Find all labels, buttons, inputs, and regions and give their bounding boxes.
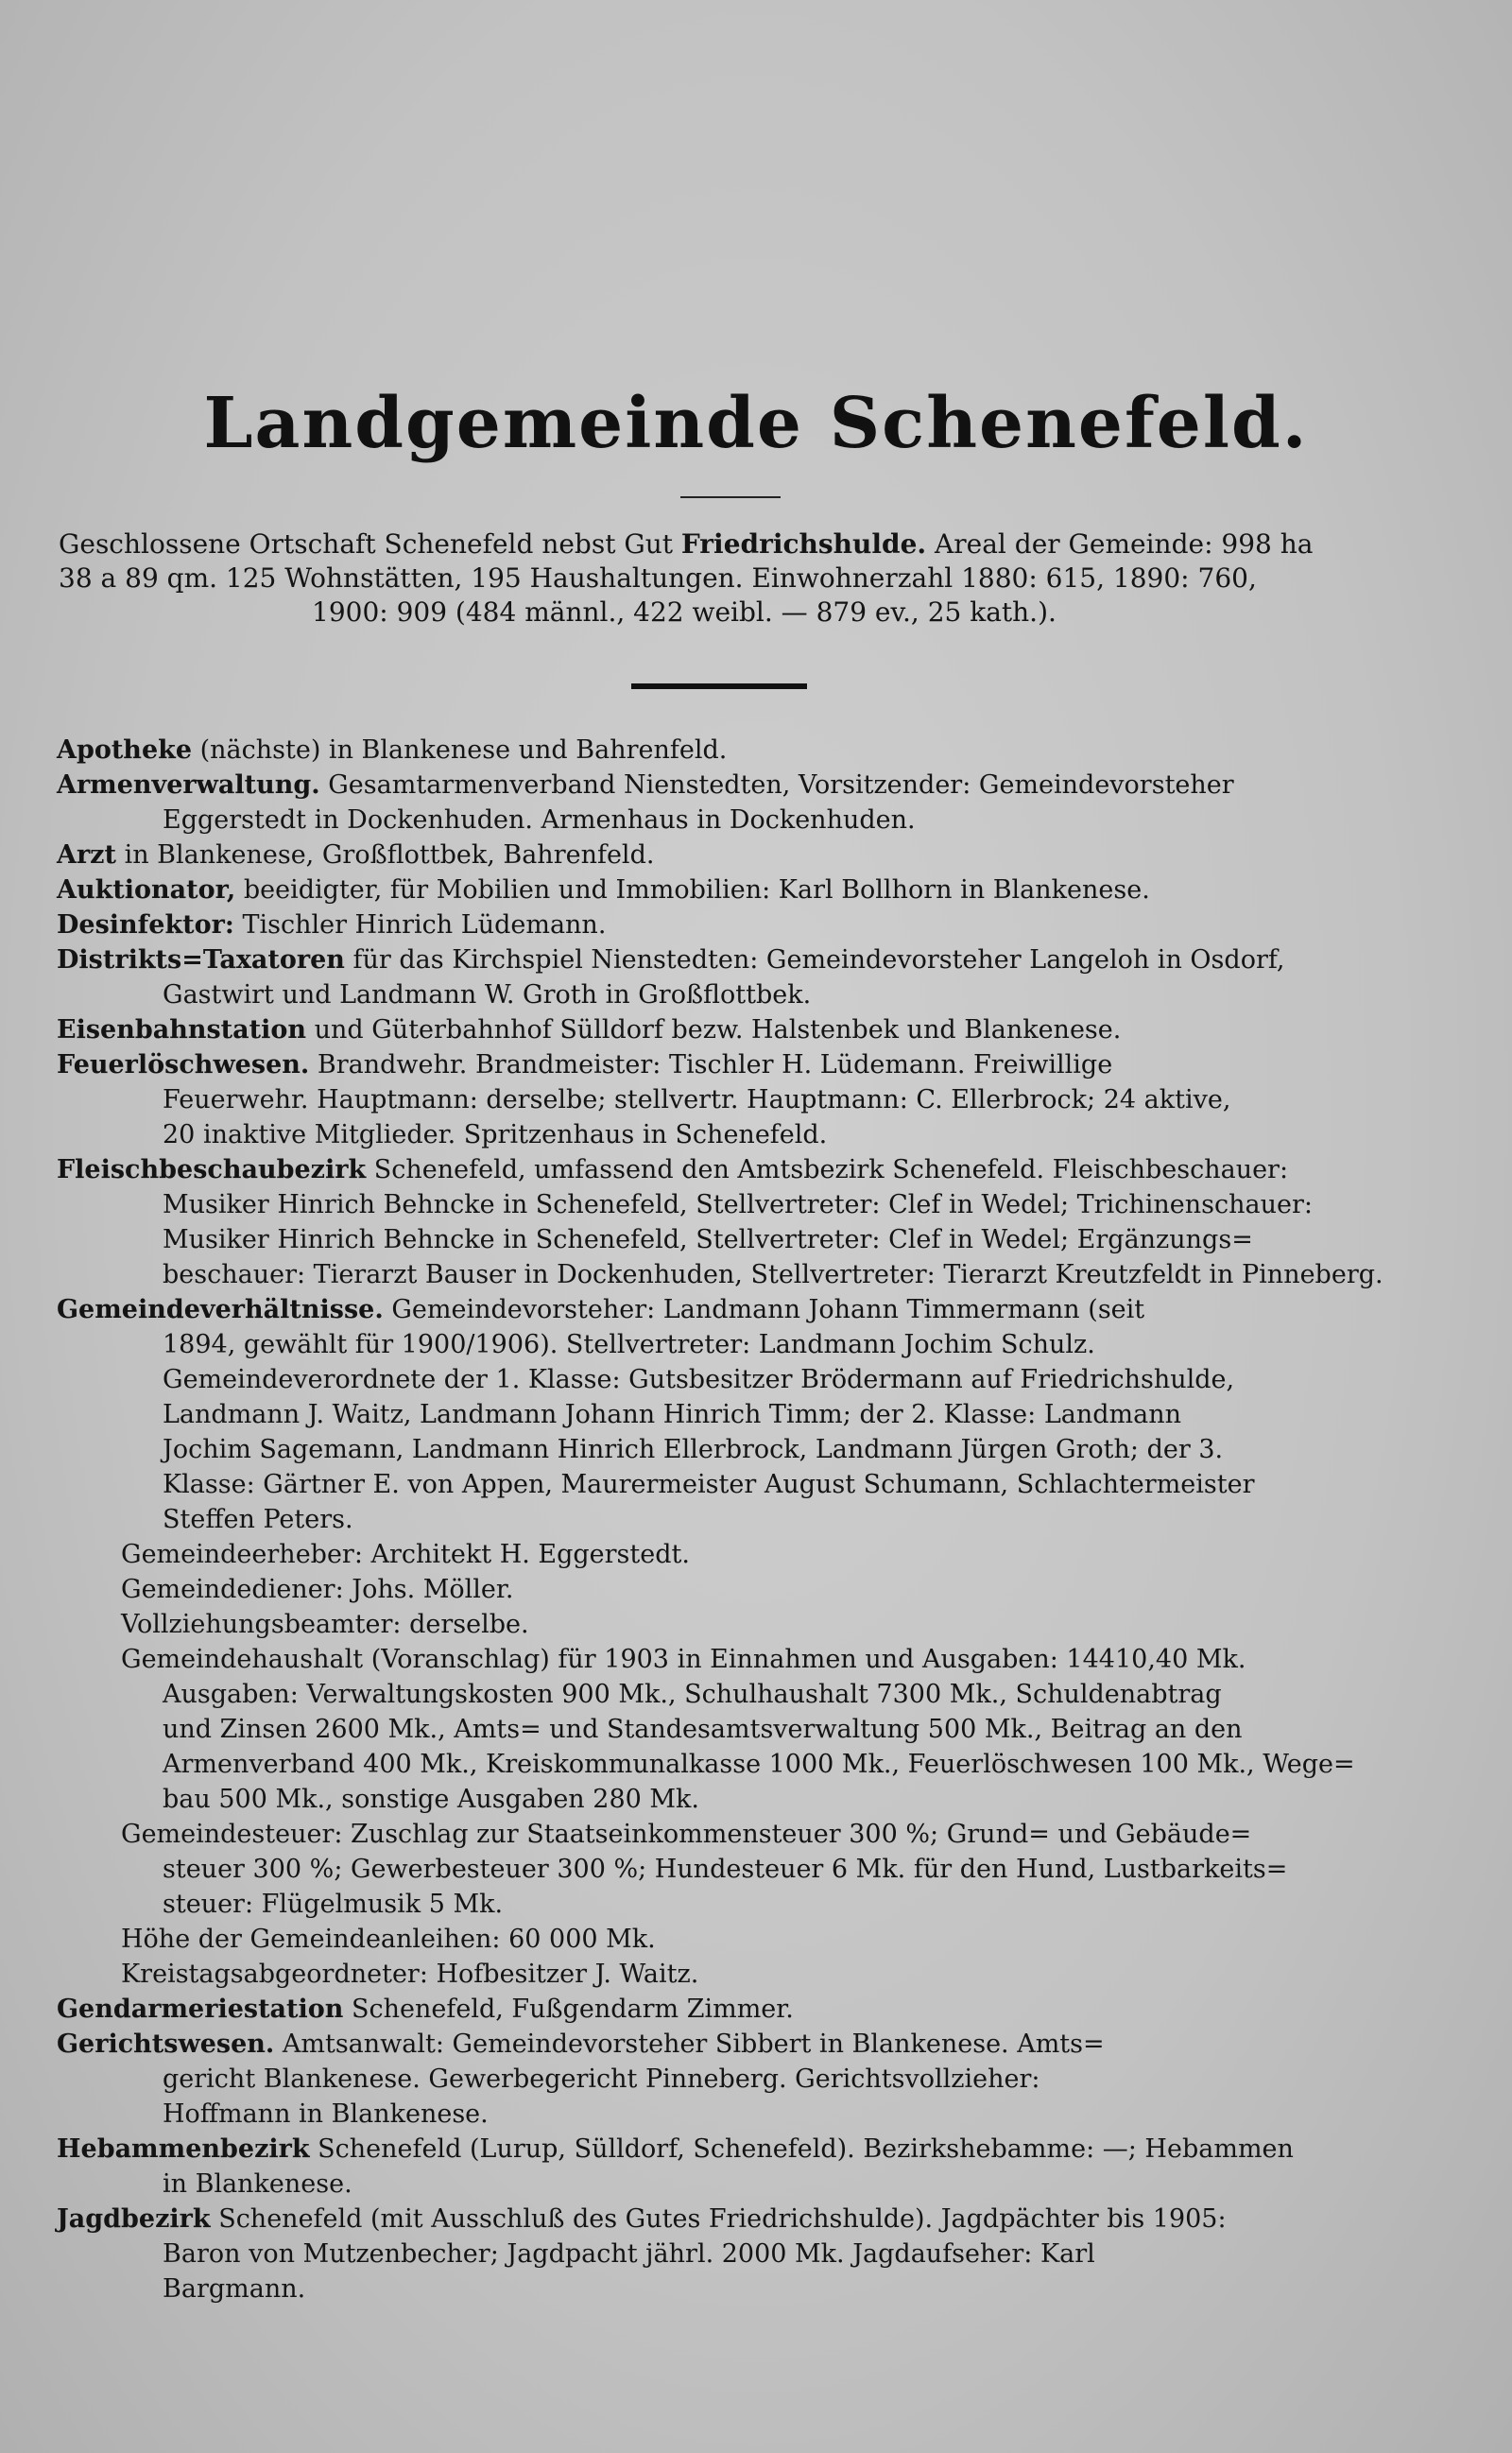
entry-text: Musiker Hinrich Behncke in Schenefeld, Stellvertreter: Clef in Wedel; Ergänzungs=	[163, 1225, 1253, 1254]
intro-text: Geschlossene Ortschaft Schenefeld nebst Gut	[59, 528, 681, 560]
entry-line	[57, 2062, 1427, 2097]
entry-auktionator	[57, 872, 1427, 907]
entry-text: beeidigter, für Mobilien und Immobilien: Karl Bollhorn in Blankenese.	[235, 875, 1150, 905]
entry-line	[57, 1747, 1427, 1782]
entry-line	[57, 942, 1427, 977]
entry-line	[57, 2027, 1427, 2062]
entry-text: und Zinsen 2600 Mk., Amts= und Standesamtsverwaltung 500 Mk., Beitrag an den	[163, 1715, 1243, 1744]
section-divider	[631, 683, 807, 689]
entry-text: Gemeindehaushalt (Voranschlag) für 1903 in Einnahmen und Ausgaben: 14410,40 Mk.	[121, 1645, 1246, 1674]
entry-text: Vollziehungsbeamter: derselbe.	[121, 1610, 529, 1639]
entry-line	[57, 872, 1427, 907]
entry-line	[57, 1712, 1427, 1747]
entry-line	[57, 803, 1427, 838]
entry-text: 1894, gewählt für 1900/1906). Stellvertreter: Landmann Jochim Schulz.	[163, 1330, 1095, 1359]
entry-line	[57, 1222, 1427, 1257]
entry-text: in Blankenese.	[163, 2169, 352, 2199]
entry-text: Musiker Hinrich Behncke in Schenefeld, Stellvertreter: Clef in Wedel; Trichinenschauer:	[163, 1190, 1313, 1219]
entry-line	[57, 1152, 1427, 1187]
entry-text: Schenefeld, umfassend den Amtsbezirk Schenefeld. Fleischbeschauer:	[366, 1155, 1289, 1184]
entry-line	[57, 1887, 1427, 1922]
entry-text: Baron von Mutzenbecher; Jagdpacht jährl. 2000 Mk. Jagdaufseher: Karl	[163, 2239, 1095, 2269]
entry-line	[57, 2167, 1427, 2202]
entry-line	[57, 2097, 1427, 2132]
entry-text: Landmann J. Waitz, Landmann Johann Hinrich Timm; der 2. Klasse: Landmann	[163, 1400, 1181, 1429]
intro-line-1	[59, 527, 1410, 561]
entry-text: Gemeindesteuer: Zuschlag zur Staatseinkommensteuer 300 %; Grund= und Gebäude=	[121, 1820, 1252, 1849]
entry-heading: Gendarmeriestation	[57, 1995, 344, 2024]
entry-text: steuer 300 %; Gewerbesteuer 300 %; Hundesteuer 6 Mk. für den Hund, Lustbarkeits=	[163, 1855, 1288, 1884]
entry-text: Steffen Peters.	[163, 1505, 353, 1534]
entry-text: Gemeindeerheber: Architekt H. Eggerstedt.	[121, 1540, 690, 1569]
entry-text: Armenverband 400 Mk., Kreiskommunalkasse 1000 Mk., Feuerlöschwesen 100 Mk., Wege=	[163, 1750, 1355, 1779]
entry-text: Gastwirt und Landmann W. Groth in Großflottbek.	[163, 980, 812, 1010]
entry-line	[57, 977, 1427, 1012]
entry-line	[57, 1817, 1427, 1852]
entry-desinfektor	[57, 907, 1427, 942]
entry-heading: Auktionator,	[57, 875, 236, 905]
entry-text: Klasse: Gärtner E. von Appen, Maurermeister August Schumann, Schlachtermeister	[163, 1470, 1255, 1499]
entry-gericht	[57, 2027, 1427, 2132]
intro-text: Areal der Gemeinde: 998 ha	[926, 528, 1314, 560]
page-title: Landgemeinde Schenefeld.	[203, 383, 1309, 464]
entry-heading: Armenverwaltung.	[57, 770, 320, 800]
entry-text: steuer: Flügelmusik 5 Mk.	[163, 1890, 504, 1919]
entry-line	[57, 1957, 1427, 1992]
entry-line	[57, 1782, 1427, 1817]
entry-line	[57, 1117, 1427, 1152]
entry-apotheke	[57, 733, 1427, 768]
entry-heading: Desinfektor:	[57, 910, 234, 940]
entry-text: Tischler Hinrich Lüdemann.	[233, 910, 607, 940]
entry-line	[57, 1292, 1427, 1327]
intro-line-2: 38 a 89 qm. 125 Wohnstätten, 195 Haushaltungen. Einwohnerzahl 1880: 615, 1890: 760,	[59, 562, 1257, 594]
entry-armenverwaltung	[57, 768, 1427, 838]
entry-text: bau 500 Mk., sonstige Ausgaben 280 Mk.	[163, 1785, 699, 1814]
entry-text: Gemeindevorsteher: Landmann Johann Timmermann (seit	[383, 1295, 1145, 1324]
entry-line	[57, 733, 1427, 768]
entry-text: 20 inaktive Mitglieder. Spritzenhaus in Schenefeld.	[163, 1120, 828, 1149]
entry-line	[57, 1432, 1427, 1467]
entry-text: (nächste) in Blankenese und Bahrenfeld.	[192, 735, 728, 765]
entry-text: Brandwehr. Brandmeister: Tischler H. Lüdemann. Freiwillige	[309, 1050, 1113, 1080]
entry-line	[57, 1922, 1427, 1957]
entry-line	[57, 1992, 1427, 2027]
entry-heading: Apotheke	[57, 735, 193, 765]
entry-text: Eggerstedt in Dockenhuden. Armenhaus in Dockenhuden.	[163, 805, 916, 835]
entry-line	[57, 1082, 1427, 1117]
entry-text: Amtsanwalt: Gemeindevorsteher Sibbert in Blankenese. Amts=	[274, 2030, 1105, 2059]
entry-text: Feuerwehr. Hauptmann: derselbe; stellvertr. Hauptmann: C. Ellerbrock; 24 aktive,	[163, 1085, 1231, 1114]
entry-text: Gesamtarmenverband Nienstedten, Vorsitzender: Gemeindevorsteher	[319, 770, 1234, 800]
entry-eisenbahn	[57, 1012, 1427, 1047]
entry-text: Jochim Sagemann, Landmann Hinrich Ellerbrock, Landmann Jürgen Groth; der 3.	[163, 1435, 1224, 1464]
entry-heading: Jagdbezirk	[57, 2204, 211, 2234]
entry-line	[57, 838, 1427, 872]
entry-line	[57, 2237, 1427, 2272]
entry-fleischbeschau	[57, 1152, 1427, 1292]
entry-text: Schenefeld, Fußgendarm Zimmer.	[343, 1995, 794, 2024]
entry-text: Gemeindediener: Johs. Möller.	[121, 1575, 514, 1604]
entry-line	[57, 1642, 1427, 1677]
entry-line	[57, 1397, 1427, 1432]
entry-text: Höhe der Gemeindeanleihen: 60 000 Mk.	[121, 1925, 656, 1954]
entry-gemeinde	[57, 1292, 1427, 1992]
entry-line	[57, 1327, 1427, 1362]
entry-heading: Eisenbahnstation	[57, 1015, 307, 1045]
entry-heading: Gemeindeverhältnisse.	[57, 1295, 384, 1324]
entry-text: beschauer: Tierarzt Bauser in Dockenhuden, Stellvertreter: Tierarzt Kreutzfeldt in Pinneberg.	[163, 1260, 1383, 1289]
entry-text: Gemeindeverordnete der 1. Klasse: Gutsbesitzer Brödermann auf Friedrichshulde,	[163, 1365, 1235, 1394]
entry-heading: Gerichtswesen.	[57, 2030, 275, 2059]
entry-heading: Feuerlöschwesen.	[57, 1050, 310, 1080]
entry-line	[57, 1467, 1427, 1502]
entry-line	[57, 1502, 1427, 1537]
entry-feuerloesch	[57, 1047, 1427, 1152]
intro-line-3: 1900: 909 (484 männl., 422 weibl. — 879 ev., 25 kath.).	[312, 596, 1057, 628]
entry-jagd	[57, 2202, 1427, 2306]
intro-paragraph	[59, 527, 1410, 630]
entry-distrikts	[57, 942, 1427, 1012]
entry-line	[57, 1852, 1427, 1887]
entry-text: und Güterbahnhof Sülldorf bezw. Halstenbek und Blankenese.	[306, 1015, 1122, 1045]
entry-line	[57, 768, 1427, 803]
entry-line	[57, 1677, 1427, 1712]
entry-line	[57, 1572, 1427, 1607]
entry-text: für das Kirchspiel Nienstedten: Gemeindevorsteher Langeloh in Osdorf,	[344, 945, 1285, 975]
entry-heading: Fleischbeschaubezirk	[57, 1155, 367, 1184]
entry-text: Kreistagsabgeordneter: Hofbesitzer J. Waitz.	[121, 1960, 699, 1989]
entry-text: Schenefeld (mit Ausschluß des Gutes Friedrichshulde). Jagdpächter bis 1905:	[210, 2204, 1227, 2234]
entry-heading: Hebammenbezirk	[57, 2134, 310, 2164]
entry-line	[57, 1187, 1427, 1222]
entry-hebammen	[57, 2132, 1427, 2202]
entry-line	[57, 1607, 1427, 1642]
entry-line	[57, 2132, 1427, 2167]
entry-text: Schenefeld (Lurup, Sülldorf, Schenefeld). Bezirkshebamme: —; Hebammen	[309, 2134, 1294, 2164]
entry-heading: Distrikts=Taxatoren	[57, 945, 345, 975]
directory-entries	[57, 733, 1427, 2306]
intro-estate-name: Friedrichshulde.	[680, 528, 927, 560]
entry-text: Bargmann.	[163, 2274, 306, 2304]
title-divider	[680, 496, 781, 498]
entry-arzt	[57, 838, 1427, 872]
entry-text: in Blankenese, Großflottbek, Bahrenfeld.	[115, 840, 655, 870]
entry-text: gericht Blankenese. Gewerbegericht Pinneberg. Gerichtsvollzieher:	[163, 2064, 1040, 2094]
entry-line	[57, 2202, 1427, 2237]
entry-heading: Arzt	[57, 840, 116, 870]
entry-line	[57, 907, 1427, 942]
entry-line	[57, 1047, 1427, 1082]
entry-line	[57, 1362, 1427, 1397]
entry-line	[57, 1537, 1427, 1572]
entry-line	[57, 2272, 1427, 2306]
entry-gendarmerie	[57, 1992, 1427, 2027]
entry-line	[57, 1257, 1427, 1292]
entry-text: Ausgaben: Verwaltungskosten 900 Mk., Schulhaushalt 7300 Mk., Schuldenabtrag	[163, 1680, 1222, 1709]
entry-line	[57, 1012, 1427, 1047]
entry-text: Hoffmann in Blankenese.	[163, 2099, 489, 2129]
